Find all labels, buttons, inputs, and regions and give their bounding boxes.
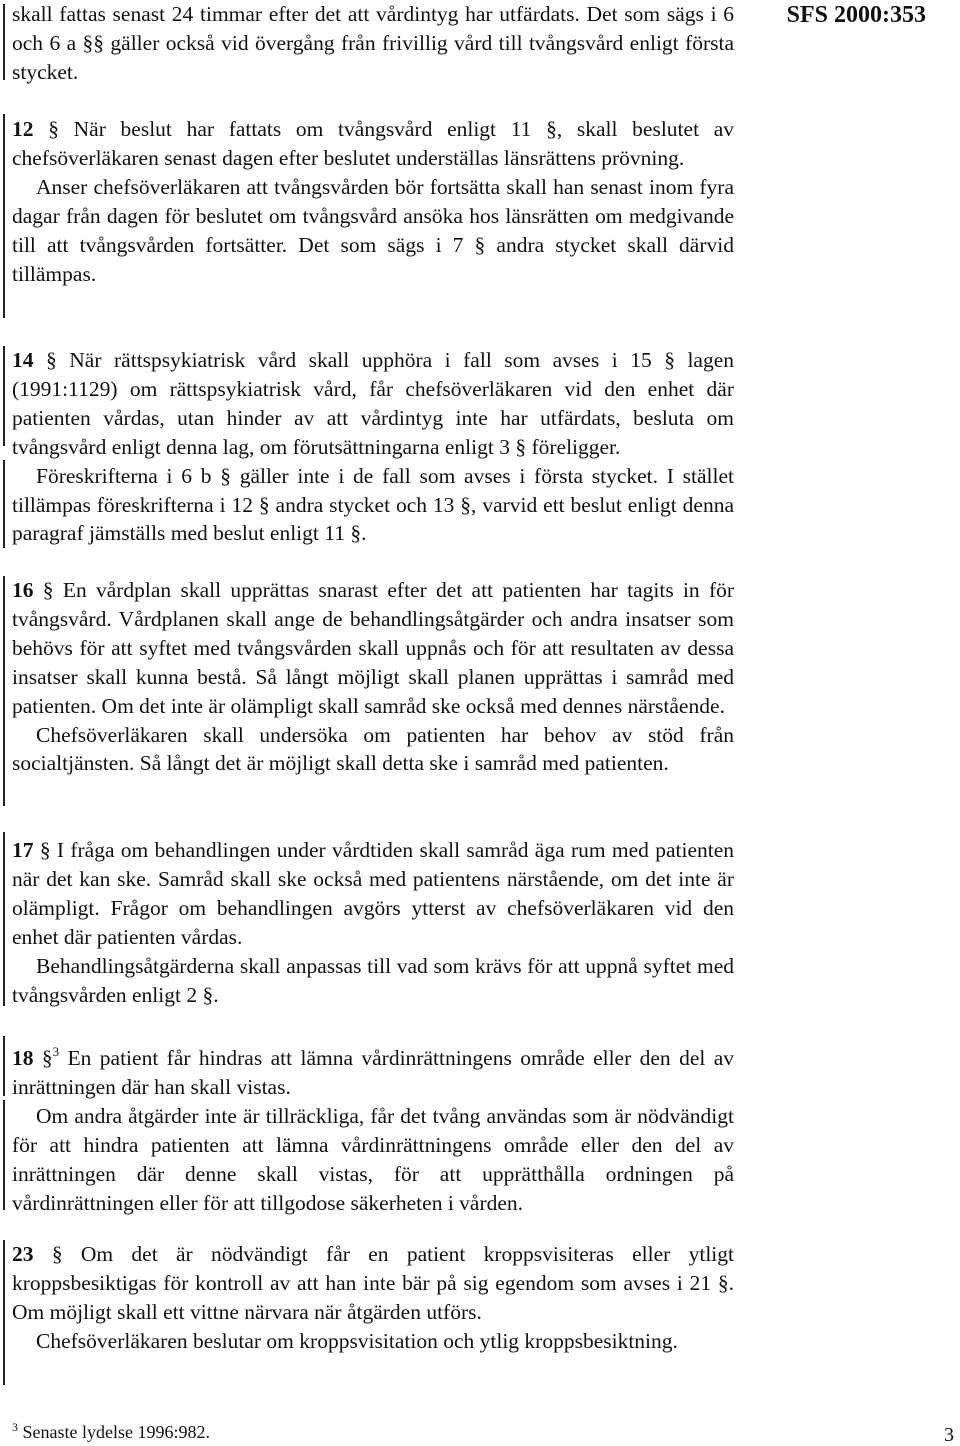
section-number: 23 [12,1242,34,1266]
section-12 [12,115,734,288]
section-number: 16 [12,578,34,602]
section-paragraph: Chefsöverläkaren skall undersöka om patienten har behov av stöd från socialtjänsten. Så långt det är möjligt skall detta ske i samråd med patienten. [12,722,734,776]
section-paragraph: En vårdplan skall upprättas snarast efter det att patienten har tagits in för tvångsvård. Vårdplanen skall ange de behandlingsåtgärder och andra insatser som behövs för att syftet med tvångsvården skall uppnås och för att resultaten av dessa insatser skall kunna bestå. Så långt möjligt skall planen upprättas i samråd med patienten. Om det inte är olämpligt skall samråd ske också med dennes närstående. [12,578,735,718]
change-bar [3,576,5,806]
section-23 [12,1240,734,1356]
section-sign: § [48,117,59,141]
section-number: 14 [12,348,34,372]
change-bar [3,346,5,446]
change-bar [3,4,5,80]
continuation-paragraph: skall fattas senast 24 timmar efter det att vårdintyg har utfärdats. Det som sägs i 6 och 6 a §§ gäller också vid övergång från frivillig vård till tvångsvård enligt första stycket. [12,2,734,84]
section-paragraph: Behandlingsåtgärderna skall anpassas till vad som krävs för att uppnå syftet med tvångsvården enligt 2 §. [12,953,734,1007]
section-number: 12 [12,117,34,141]
section-paragraph: När rättspsykiatrisk vård skall upphöra i fall som avses i 15 § lagen (1991:1129) om rättspsykiatrisk vård, får chefsöverläkaren vid den enhet där patienten vårdas, utan hinder av att vårdintyg inte har utfärdats, besluta om tvångsvård enligt denna lag, om förutsättningarna enligt 3 § föreligger. [12,348,735,459]
section-number: 17 [12,838,34,862]
section-paragraph: I fråga om behandlingen under vårdtiden skall samråd äga rum med patienten när det kan ske. Samråd skall ske också med patientens närstående, om det inte är olämpligt. Frågor om behandlingen avgörs ytterst av chefsöverläkaren vid den enhet där patienten vårdas. [12,838,735,949]
change-bar [3,1240,5,1385]
change-bar [3,114,5,318]
section-18 [12,1038,734,1217]
section-paragraph: Om andra åtgärder inte är tillräckliga, får det tvång användas som är nödvändigt för att hindra patienten att lämna vårdinrättningens område eller den del av inrättningen där denne skall vistas, för att upprätthålla ordningen på vårdinrättningen eller för att tillgodose säkerheten i vården. [12,1103,734,1215]
continuation-text-block [12,0,734,87]
section-paragraph: När beslut har fattats om tvångsvård enligt 11 §, skall beslutet av chefsöverläkaren senast dagen efter beslutet underställas länsrättens prövning. [12,117,735,170]
section-paragraph: Föreskrifterna i 6 b § gäller inte i de fall som avses i första stycket. I stället tillämpas föreskrifterna i 12 § andra stycket och 13 §, varvid ett beslut enligt denna paragraf jämställs med beslut enligt 11 §. [12,463,734,546]
section-14 [12,346,734,548]
change-bar [3,1036,5,1096]
section-16 [12,576,734,778]
change-bar [3,832,5,1006]
change-bar [3,1100,5,1210]
section-sign: § [46,348,57,372]
section-sign: § [42,578,54,602]
section-sign: § [51,1242,63,1266]
section-number: 18 [12,1046,34,1070]
section-17 [12,836,734,1009]
section-sign: § [39,838,51,862]
footnote-reference: 3 [52,1044,60,1059]
footnote [12,1416,210,1443]
footnote-mark: 3 [12,1420,18,1434]
section-paragraph: Anser chefsöverläkaren att tvångsvården bör fortsätta skall han senast inom fyra dagar från dagen för beslutet om tvångsvård ansöka hos länsrätten om medgivande till att tvångsvården fortsätter. Det som sägs i 7 § andra stycket skall därvid tillämpas. [12,174,734,286]
sfs-number: SFS 2000:353 [786,2,926,28]
footnote-text: Senaste lydelse 1996:982. [22,1422,210,1442]
section-paragraph: Om det är nödvändigt får en patient kroppsvisiteras eller ytligt kroppsbesiktigas för kontroll av att han inte bär på sig egendom som avses i 21 §. Om möjligt skall ett vittne närvara när åtgärden utförs. [12,1242,735,1324]
change-bar [3,460,5,548]
page-number: 3 [944,1424,954,1446]
section-paragraph: Chefsöverläkaren beslutar om kroppsvisitation och ytlig kroppsbesiktning. [36,1328,678,1353]
section-sign: § [41,1046,53,1070]
section-paragraph: En patient får hindras att lämna vårdinrättningens område eller den del av inrättningen där han skall vistas. [12,1046,735,1099]
